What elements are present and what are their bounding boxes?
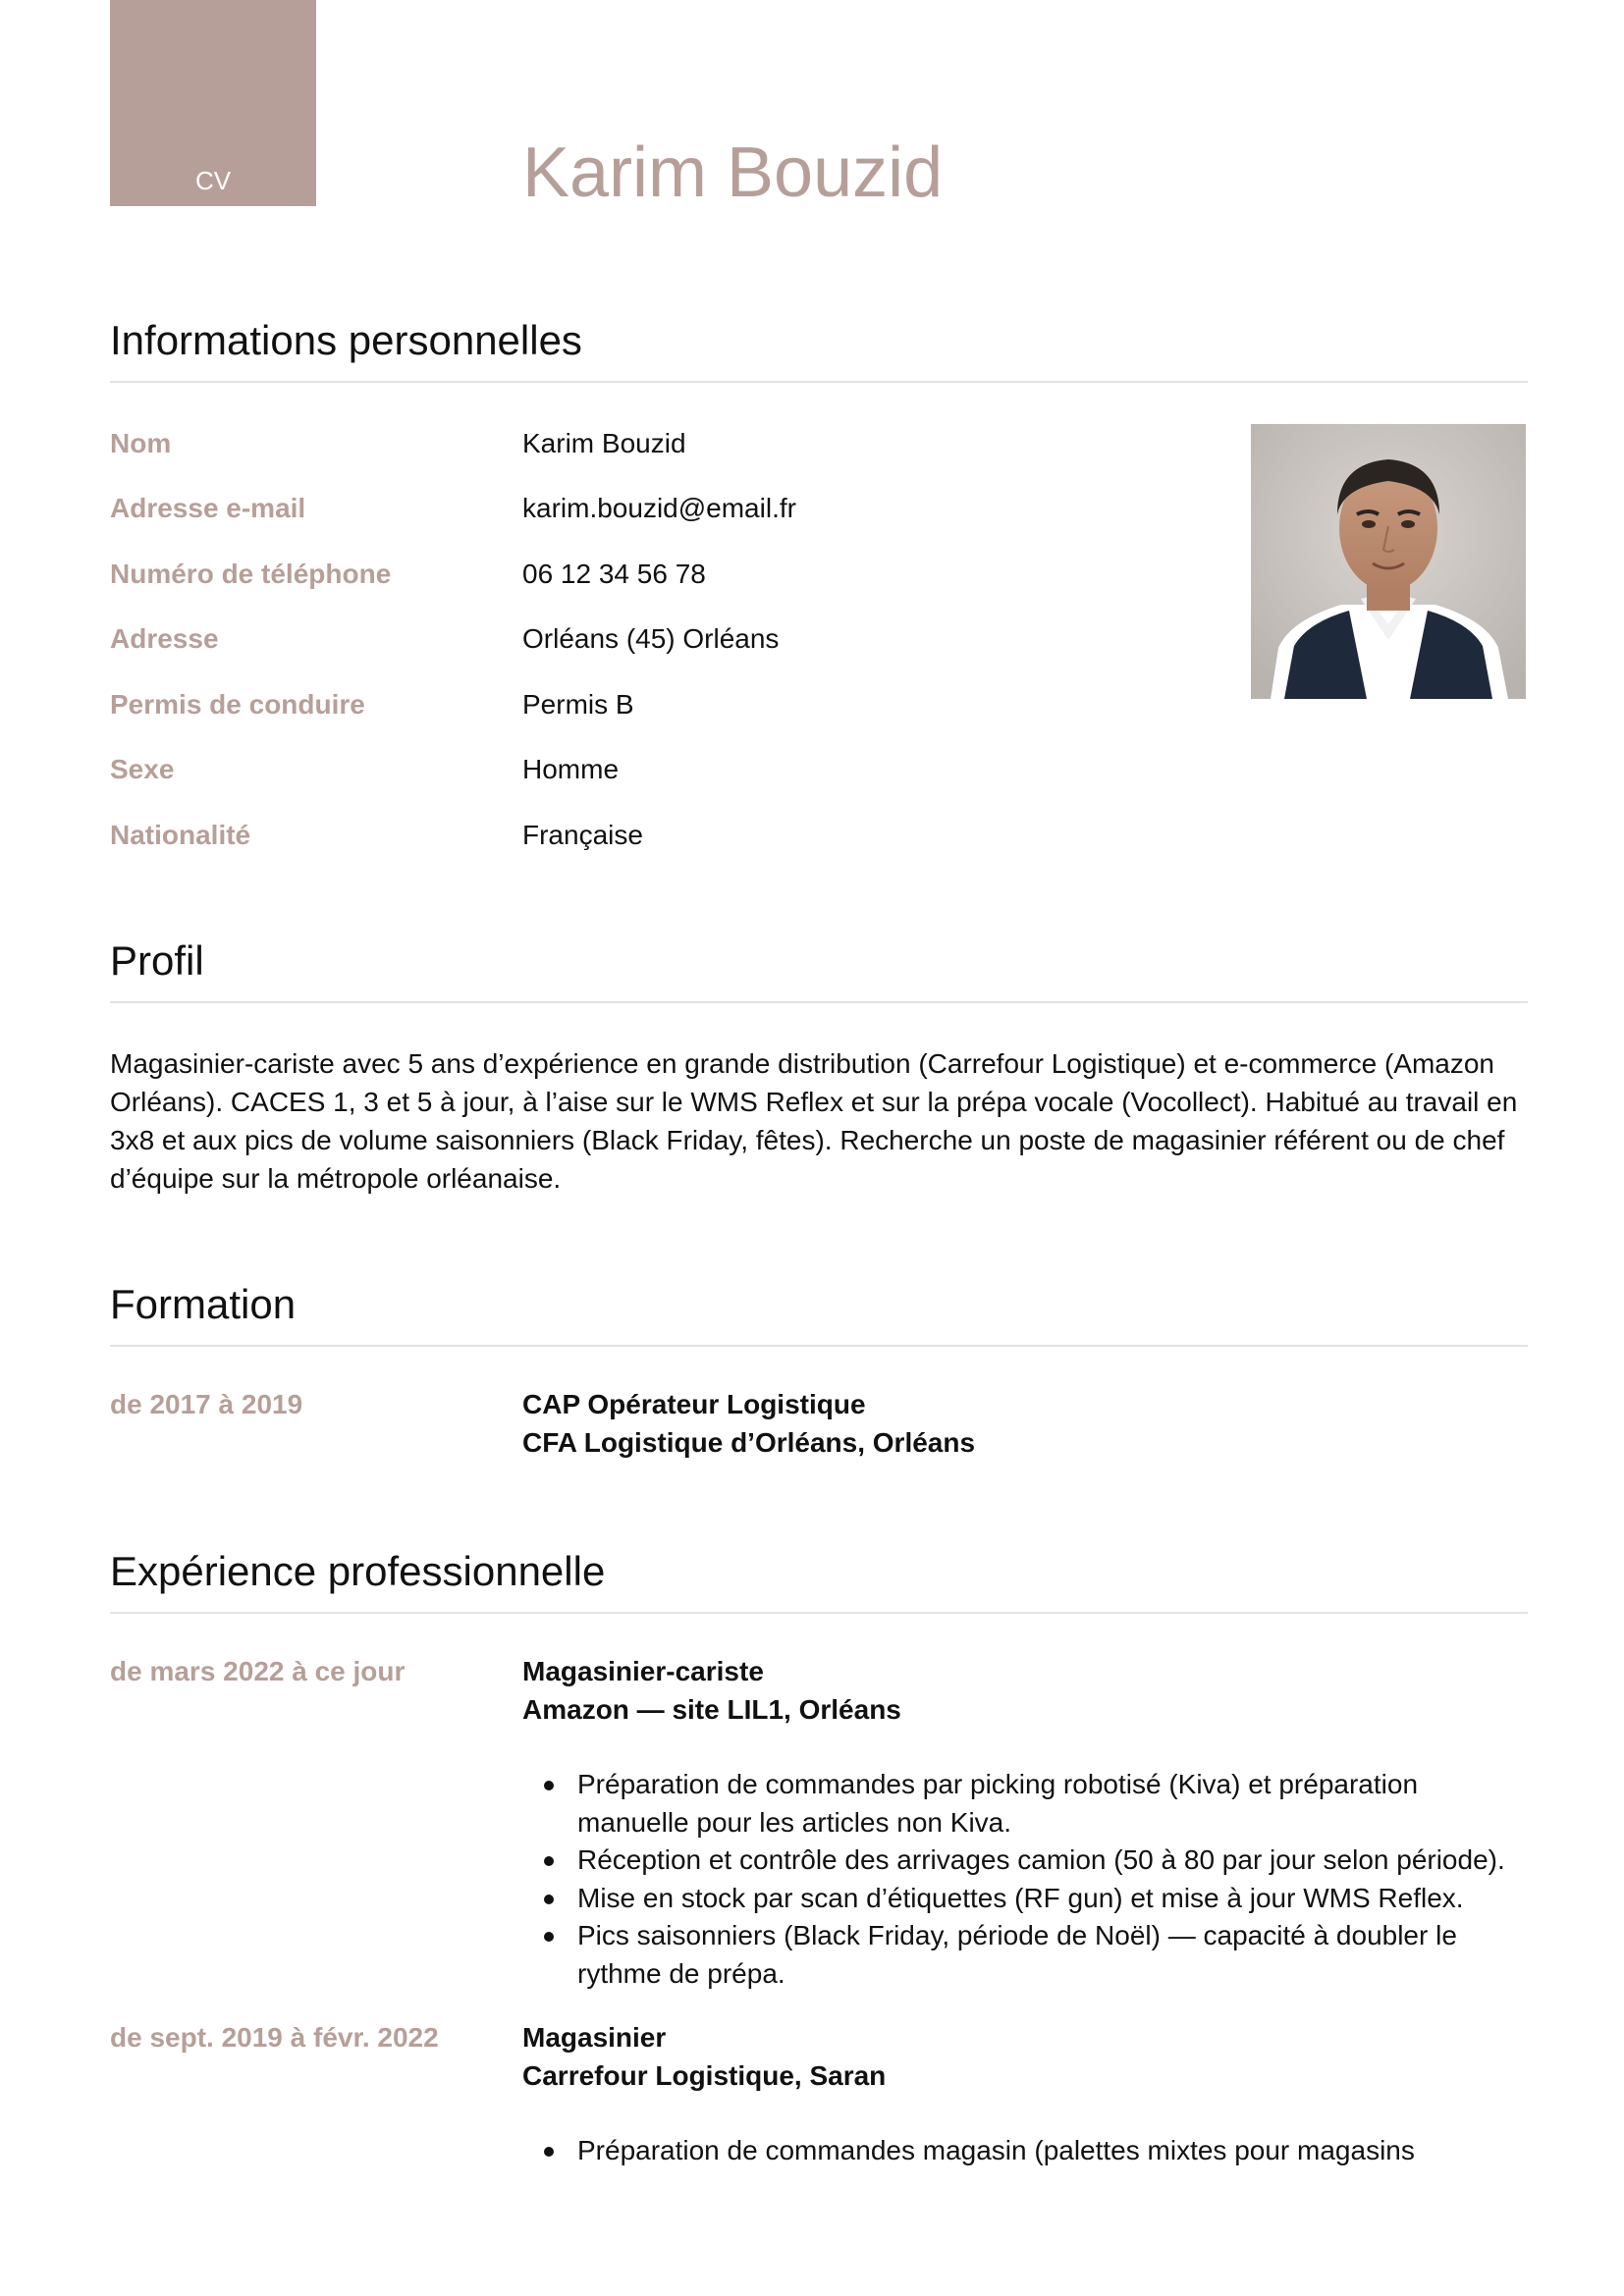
experience-bullet: Mise en stock par scan d’étiquettes (RF gun) et mise à jour WMS Reflex. [522,1880,1528,1918]
field-value-name: Karim Bouzid [522,428,686,458]
cv-badge-label: CV [194,166,232,195]
section-title-personal-info: Informations personnelles [110,317,582,363]
experience-bullet-list [522,2132,1528,2170]
experience-date: de mars 2022 à ce jour [110,1656,406,1686]
section-title-experience: Expérience professionnelle [110,1548,606,1594]
experience-company: Carrefour Logistique, Saran [522,2060,887,2091]
field-value-nationality: Française [522,820,643,850]
experience-bullet-list [522,1766,1528,1993]
experience-bullet: Préparation de commandes par picking robotisé (Kiva) et préparation manuelle pour les articles non Kiva. [522,1766,1528,1842]
experience-bullet: Préparation de commandes magasin (palettes mixtes pour magasins [522,2132,1528,2170]
field-label-nationality: Nationalité [110,820,251,850]
experience-bullet: Pics saisonniers (Black Friday, période de Noël) — capacité à doubler le rythme de prépa. [522,1917,1528,1993]
field-label-address: Adresse [110,623,219,654]
section-divider [110,381,1528,383]
section-divider [110,1612,1528,1614]
education-date: de 2017 à 2019 [110,1389,303,1419]
section-divider [110,1001,1528,1003]
cv-badge [110,0,316,206]
section-divider [110,1345,1528,1347]
candidate-name: Karim Bouzid [522,133,944,212]
experience-role: Magasinier-cariste [522,1656,764,1686]
field-value-email: karim.bouzid@email.fr [522,493,796,523]
experience-company: Amazon — site LIL1, Orléans [522,1694,901,1725]
experience-date: de sept. 2019 à févr. 2022 [110,2022,439,2053]
education-degree: CAP Opérateur Logistique [522,1389,866,1419]
field-value-address: Orléans (45) Orléans [522,623,780,654]
experience-bullet: Réception et contrôle des arrivages camion (50 à 80 par jour selon période). [522,1842,1528,1880]
education-entry [522,1385,975,1462]
profile-summary: Magasinier-cariste avec 5 ans d’expérience en grande distribution (Carrefour Logistique) et e-commerce (Amazon Orléans). CACES 1, 3 et 5 à jour, à l’aise sur le WMS Reflex et sur la prépa vocale (Vocollect). Habitué au travail en 3x8 et aux pics de volume saisonniers (Black Friday, fêtes). Recherche un poste de magasinier référent ou de chef d’équipe sur la métropole orléanaise. [110,1048,1518,1194]
field-value-phone: 06 12 34 56 78 [522,559,706,589]
field-label-phone: Numéro de téléphone [110,559,392,589]
experience-role: Magasinier [522,2022,667,2053]
field-label-name: Nom [110,428,172,458]
experience-entry-header [522,1652,901,1729]
section-title-profile: Profil [110,937,204,984]
field-value-driving-license: Permis B [522,689,634,720]
field-label-sex: Sexe [110,754,175,784]
field-value-sex: Homme [522,754,620,784]
section-title-education: Formation [110,1281,297,1327]
field-label-email: Adresse e-mail [110,493,306,523]
profile-photo [1251,424,1526,699]
experience-entry-header [522,2018,886,2095]
education-school: CFA Logistique d’Orléans, Orléans [522,1427,976,1458]
field-label-driving-license: Permis de conduire [110,689,365,720]
